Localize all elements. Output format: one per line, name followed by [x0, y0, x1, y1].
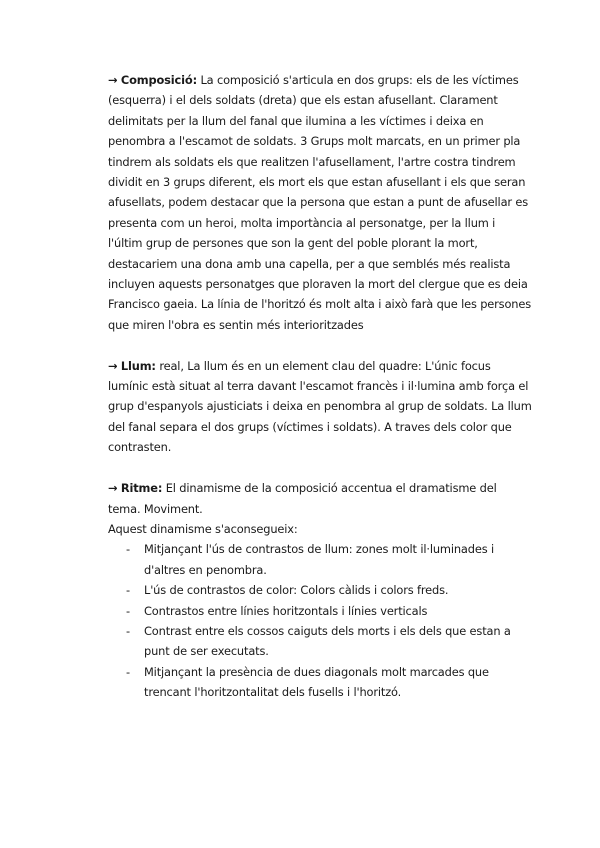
section-llum — [108, 356, 532, 458]
bullet-dash: - — [126, 583, 130, 598]
list-item — [108, 601, 532, 621]
section-text-composicio: La composició s'articula en dos grups: els de les víctimes (esquerra) i el dels soldats (dreta) que els estan afusellant. Clarament delimitats per la llum del fanal que ilumina a les víctimes i deixa en penombra a l'escamot de soldats. 3 Grups molt marcats, en un primer pla tindrem als soldats els que realitzen l'afusellament, l'artre costra tindrem dividit en 3 grups diferent, els mort els que estan afusellant i els que seran afusellats, podem destacar que la persona que estan a punt de afusellar es presenta com un heroi, molta importància al personatge, per la llum i l'últim grup de persones que son la gent del poble plorant la mort, destacariem una dona amb una capella, per a que semblés més realista incluyen aquests personatges que ploraven la mort del clergue que es deia Francisco gaeia. La línia de l'horitzó és molt alta i això farà que les persones que miren l'obra es sentin més interioritzades — [108, 73, 531, 332]
list-item-text: Mitjançant la presència de dues diagonals molt marcades que trencant l'horitzontalitat dels fusells i l'horitzó. — [144, 664, 489, 700]
arrow-icon: → — [108, 358, 118, 373]
bullet-dash: - — [126, 542, 130, 557]
arrow-icon: → — [108, 481, 118, 496]
bullet-dash: - — [126, 623, 130, 638]
section-composicio — [108, 70, 532, 335]
section-subtitle-ritme: Aquest dinamisme s'aconsegueix: — [108, 521, 298, 536]
list-item-text: Contrastos entre línies horitzontals i línies verticals — [144, 603, 428, 618]
document-page — [108, 70, 532, 703]
list-item-text: Mitjançant l'ús de contrastos de llum: zones molt il·luminades i d'altres en penombra. — [144, 542, 494, 577]
bullet-dash: - — [126, 664, 130, 679]
list-item-text: L'ús de contrastos de color: Colors càlids i colors freds. — [144, 583, 449, 598]
section-text-llum: real, La llum és en un element clau del quadre: L'únic focus lumínic està situat al terra davant l'escamot francès i il·lumina amb força el grup d'espanyols ajusticiats i deixa en penombra al grup de soldats. La llum del fanal separa el dos grups (víctimes i soldats). A traves dels color que contrasten. — [108, 358, 532, 455]
list-item — [108, 621, 532, 662]
list-item — [108, 662, 532, 703]
bullet-dash: - — [126, 603, 130, 618]
section-heading-ritme: Ritme: — [120, 481, 163, 496]
section-heading-llum: Llum: — [120, 358, 156, 373]
list-item — [108, 539, 532, 580]
bullet-list — [108, 539, 532, 702]
section-heading-composicio: Composició: — [120, 73, 197, 87]
paragraph-gap — [108, 335, 532, 355]
section-ritme — [108, 478, 532, 519]
paragraph-gap — [108, 458, 532, 478]
list-item — [108, 580, 532, 600]
section-text-ritme: El dinamisme de la composició accentua el dramatisme del tema. Moviment. — [108, 481, 497, 516]
arrow-icon: → — [108, 73, 118, 87]
list-item-text: Contrast entre els cossos caiguts dels morts i els dels que estan a punt de ser executats. — [144, 623, 511, 659]
